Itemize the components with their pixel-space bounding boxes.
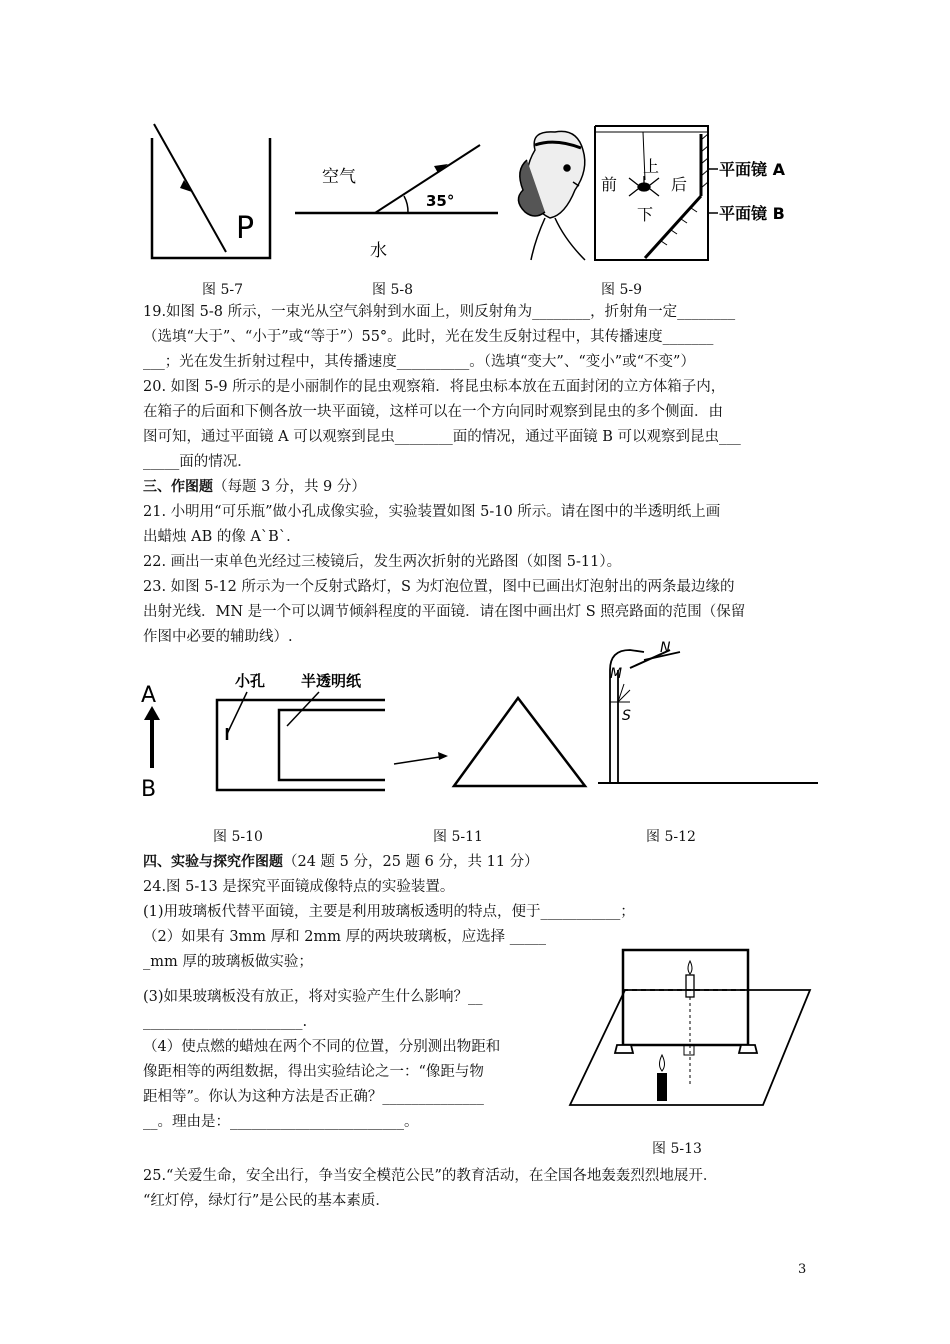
q23-line2: 出射光线．MN 是一个可以调节倾斜程度的平面镜．请在图中画出灯 S 照亮路面的范围（保留 — [143, 604, 746, 620]
caption-5-11: 图 5-11 — [433, 829, 483, 845]
q24-line2a: （2）如果有 3mm 厚和 2mm 厚的两块玻璃板，应选择 _____ — [143, 929, 546, 945]
q25-line1: 25.“关爱生命，安全出行，争当安全模范公民”的教育活动，在全国各地轰轰烈烈地展开． — [143, 1168, 718, 1184]
q20-line2: 在箱子的后面和下侧各放一块平面镜，这样可以在一个方向同时观察到昆虫的多个侧面．由 — [143, 404, 723, 420]
caption-5-10: 图 5-10 — [213, 829, 263, 845]
label-water: 水 — [370, 241, 387, 261]
q24-line4c: 距相等”。你认为这种方法是否正确？______________ — [143, 1089, 484, 1105]
figure-5-9 — [505, 120, 810, 270]
q21-line1: 21. 小明用“可乐瓶”做小孔成像实验，实验装置如图 5-10 所示。请在图中的半透明纸上画 — [143, 504, 721, 520]
q19-line2: （选填“大于”、“小于”或“等于”）55°。此时，光在发生反射过程中，其传播速度_______ — [143, 329, 714, 345]
q25-line2: “红灯停，绿灯行”是公民的基本素质． — [143, 1193, 390, 1209]
page-number: 3 — [798, 1262, 807, 1277]
label-n: N — [660, 640, 671, 656]
girl-illustration — [518, 131, 585, 260]
q23-line1: 23. 如图 5-12 所示为一个反射式路灯，S 为灯泡位置，图中已画出灯泡射出的两条最边缘的 — [143, 579, 735, 595]
label-p: P — [236, 211, 255, 246]
label-front: 前 — [601, 175, 618, 194]
label-hole: 小孔 — [235, 672, 266, 690]
section-4-title: 四、实验与探究作图题 — [143, 854, 283, 870]
section-4-note: （24 题 5 分，25 题 6 分，共 11 分） — [283, 854, 539, 870]
q23-line3: 作图中必要的辅助线）. — [143, 629, 293, 645]
q24-line4b: 像距相等的两组数据，得出实验结论之一：“像距与物 — [143, 1064, 484, 1080]
label-angle: 35° — [426, 192, 455, 210]
q22-line: 22. 画出一束单色光经过三棱镜后，发生两次折射的光路图（如图 5-11）。 — [143, 554, 622, 570]
caption-5-12: 图 5-12 — [646, 829, 696, 845]
label-a: A — [141, 683, 157, 708]
caption-5-9: 图 5-9 — [601, 282, 642, 298]
caption-5-7: 图 5-7 — [202, 282, 243, 298]
figure-5-11 — [390, 690, 590, 805]
label-down: 下 — [637, 205, 654, 224]
label-air: 空气 — [322, 167, 356, 187]
q24-line3a: (3)如果玻璃板没有放正，将对实验产生什么影响？__ — [143, 989, 483, 1005]
label-up: 上 — [643, 157, 660, 176]
label-s: S — [622, 708, 631, 724]
label-back: 后 — [671, 175, 688, 194]
q20-line3: 图可知，通过平面镜 A 可以观察到昆虫________面的情况，通过平面镜 B 可以观察到昆虫___ — [143, 429, 741, 445]
figure-5-13 — [565, 945, 815, 1110]
figure-5-8 — [290, 140, 505, 270]
q20-line1: 20. 如图 5-9 所示的是小丽制作的昆虫观察箱．将昆虫标本放在五面封闭的立方体箱子内， — [143, 379, 726, 395]
section-4-heading — [143, 852, 539, 872]
figure-5-10 — [135, 668, 390, 803]
section-3-title: 三、作图题 — [143, 479, 213, 495]
q24-line4d: __。理由是：________________________。 — [143, 1114, 419, 1130]
q24-line0: 24.图 5-13 是探究平面镜成像特点的实验装置。 — [143, 879, 455, 895]
label-paper: 半透明纸 — [301, 672, 362, 690]
label-mirror-b: 平面镜 B — [719, 204, 785, 223]
q24-line2b: _mm 厚的玻璃板做实验； — [143, 954, 313, 970]
section-3-heading — [143, 477, 366, 497]
section-3-note: （每题 3 分，共 9 分） — [213, 479, 366, 495]
caption-5-8: 图 5-8 — [372, 282, 413, 298]
q21-line2: 出蜡烛 AB 的像 A`B`. — [143, 529, 291, 545]
q24-line4a: （4）使点燃的蜡烛在两个不同的位置，分别测出物距和 — [143, 1039, 501, 1055]
figure-5-7 — [140, 120, 280, 265]
q20-line4: _____面的情况． — [143, 454, 252, 470]
figure-5-12 — [590, 640, 820, 790]
q19-line3: ___；光在发生折射过程中，其传播速度__________。（选填“变大”、“变小”或“不变”） — [143, 354, 695, 370]
caption-5-13: 图 5-13 — [652, 1141, 702, 1157]
q19-line1: 19.如图 5-8 所示，一束光从空气斜射到水面上，则反射角为________，折射角一定________ — [143, 304, 736, 320]
q24-line1: (1)用玻璃板代替平面镜，主要是利用玻璃板透明的特点，便于___________； — [143, 904, 635, 920]
q24-line3b: ______________________. — [143, 1014, 308, 1030]
label-b: B — [141, 777, 157, 802]
label-mirror-a: 平面镜 A — [719, 160, 785, 179]
label-m: M — [610, 666, 623, 682]
